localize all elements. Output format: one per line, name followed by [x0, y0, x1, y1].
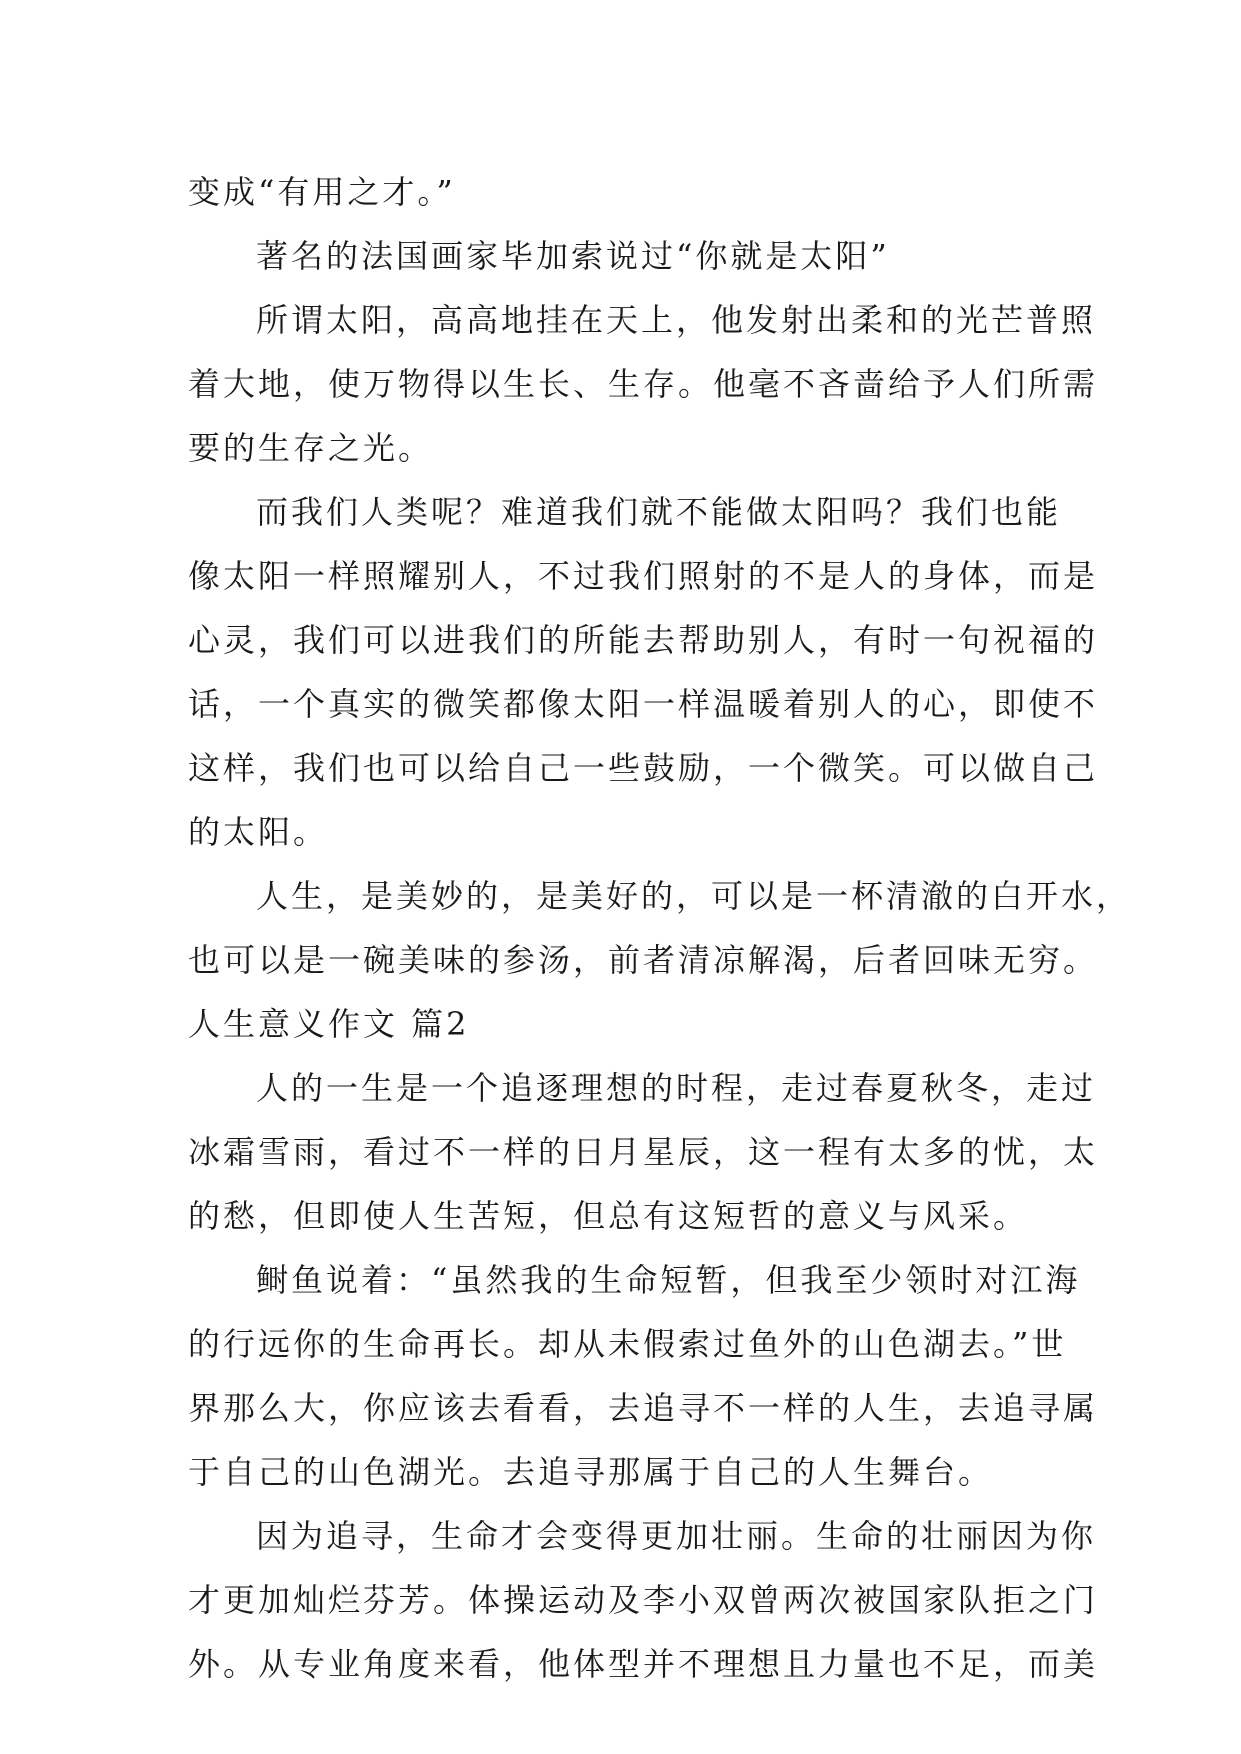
paragraph-start-line: 因为追寻，生命才会变得更加壮丽。生命的壮丽因为你 — [256, 1517, 1097, 1555]
text-line: 也可以是一碗美味的参汤，前者清凉解渴，后者回味无穷。 — [188, 941, 1099, 979]
text-line: 变成“有用之才。” — [188, 173, 456, 211]
paragraph-start-line: 所谓太阳，高高地挂在天上，他发射出柔和的光芒普照 — [256, 301, 1097, 339]
document-body — [188, 160, 1132, 1696]
text-line: 外。从专业角度来看，他体型并不理想且力量也不足，而美 — [188, 1645, 1099, 1683]
text-line: 才更加灿烂芬芳。体操运动及李小双曾两次被国家队拒之门 — [188, 1581, 1099, 1619]
text-line: 要的生存之光。 — [188, 429, 434, 467]
text-line: 的愁，但即使人生苦短，但总有这短哲的意义与风采。 — [188, 1197, 1029, 1235]
paragraph-start-line: 人的一生是一个追逐理想的时程，走过春夏秋冬，走过 — [256, 1069, 1097, 1107]
text-line: 的行远你的生命再长。却从未假索过鱼外的山色湖去。”世 — [188, 1325, 1067, 1363]
text-line: 的太阳。 — [188, 813, 329, 851]
paragraph-start-line: 鲥鱼说着：“虽然我的生命短暂，但我至少领时对江海 — [256, 1261, 1081, 1299]
section-heading: 人生意义作文 篇2 — [188, 1005, 470, 1043]
paragraph-start-line: 而我们人类呢？难道我们就不能做太阳吗？我们也能 — [256, 493, 1062, 531]
paragraph-start-line: 著名的法国画家毕加索说过“你就是太阳” — [256, 237, 890, 275]
text-line: 心灵，我们可以进我们的所能去帮助别人，有时一句祝福的 — [188, 621, 1099, 659]
paragraph-start-line: 人生，是美妙的，是美好的，可以是一杯清澈的白开水， — [256, 877, 1132, 915]
text-line: 界那么大，你应该去看看，去追寻不一样的人生，去追寻属 — [188, 1389, 1099, 1427]
text-line: 话，一个真实的微笑都像太阳一样温暖着别人的心，即使不 — [188, 685, 1099, 723]
text-line: 这样，我们也可以给自己一些鼓励，一个微笑。可以做自己 — [188, 749, 1099, 787]
text-line: 于自己的山色湖光。去追寻那属于自己的人生舞台。 — [188, 1453, 994, 1491]
text-line: 着大地，使万物得以生长、生存。他毫不吝啬给予人们所需 — [188, 365, 1099, 403]
text-line: 像太阳一样照耀别人，不过我们照射的不是人的身体，而是 — [188, 557, 1099, 595]
text-line: 冰霜雪雨，看过不一样的日月星辰，这一程有太多的忧，太 — [188, 1133, 1099, 1171]
